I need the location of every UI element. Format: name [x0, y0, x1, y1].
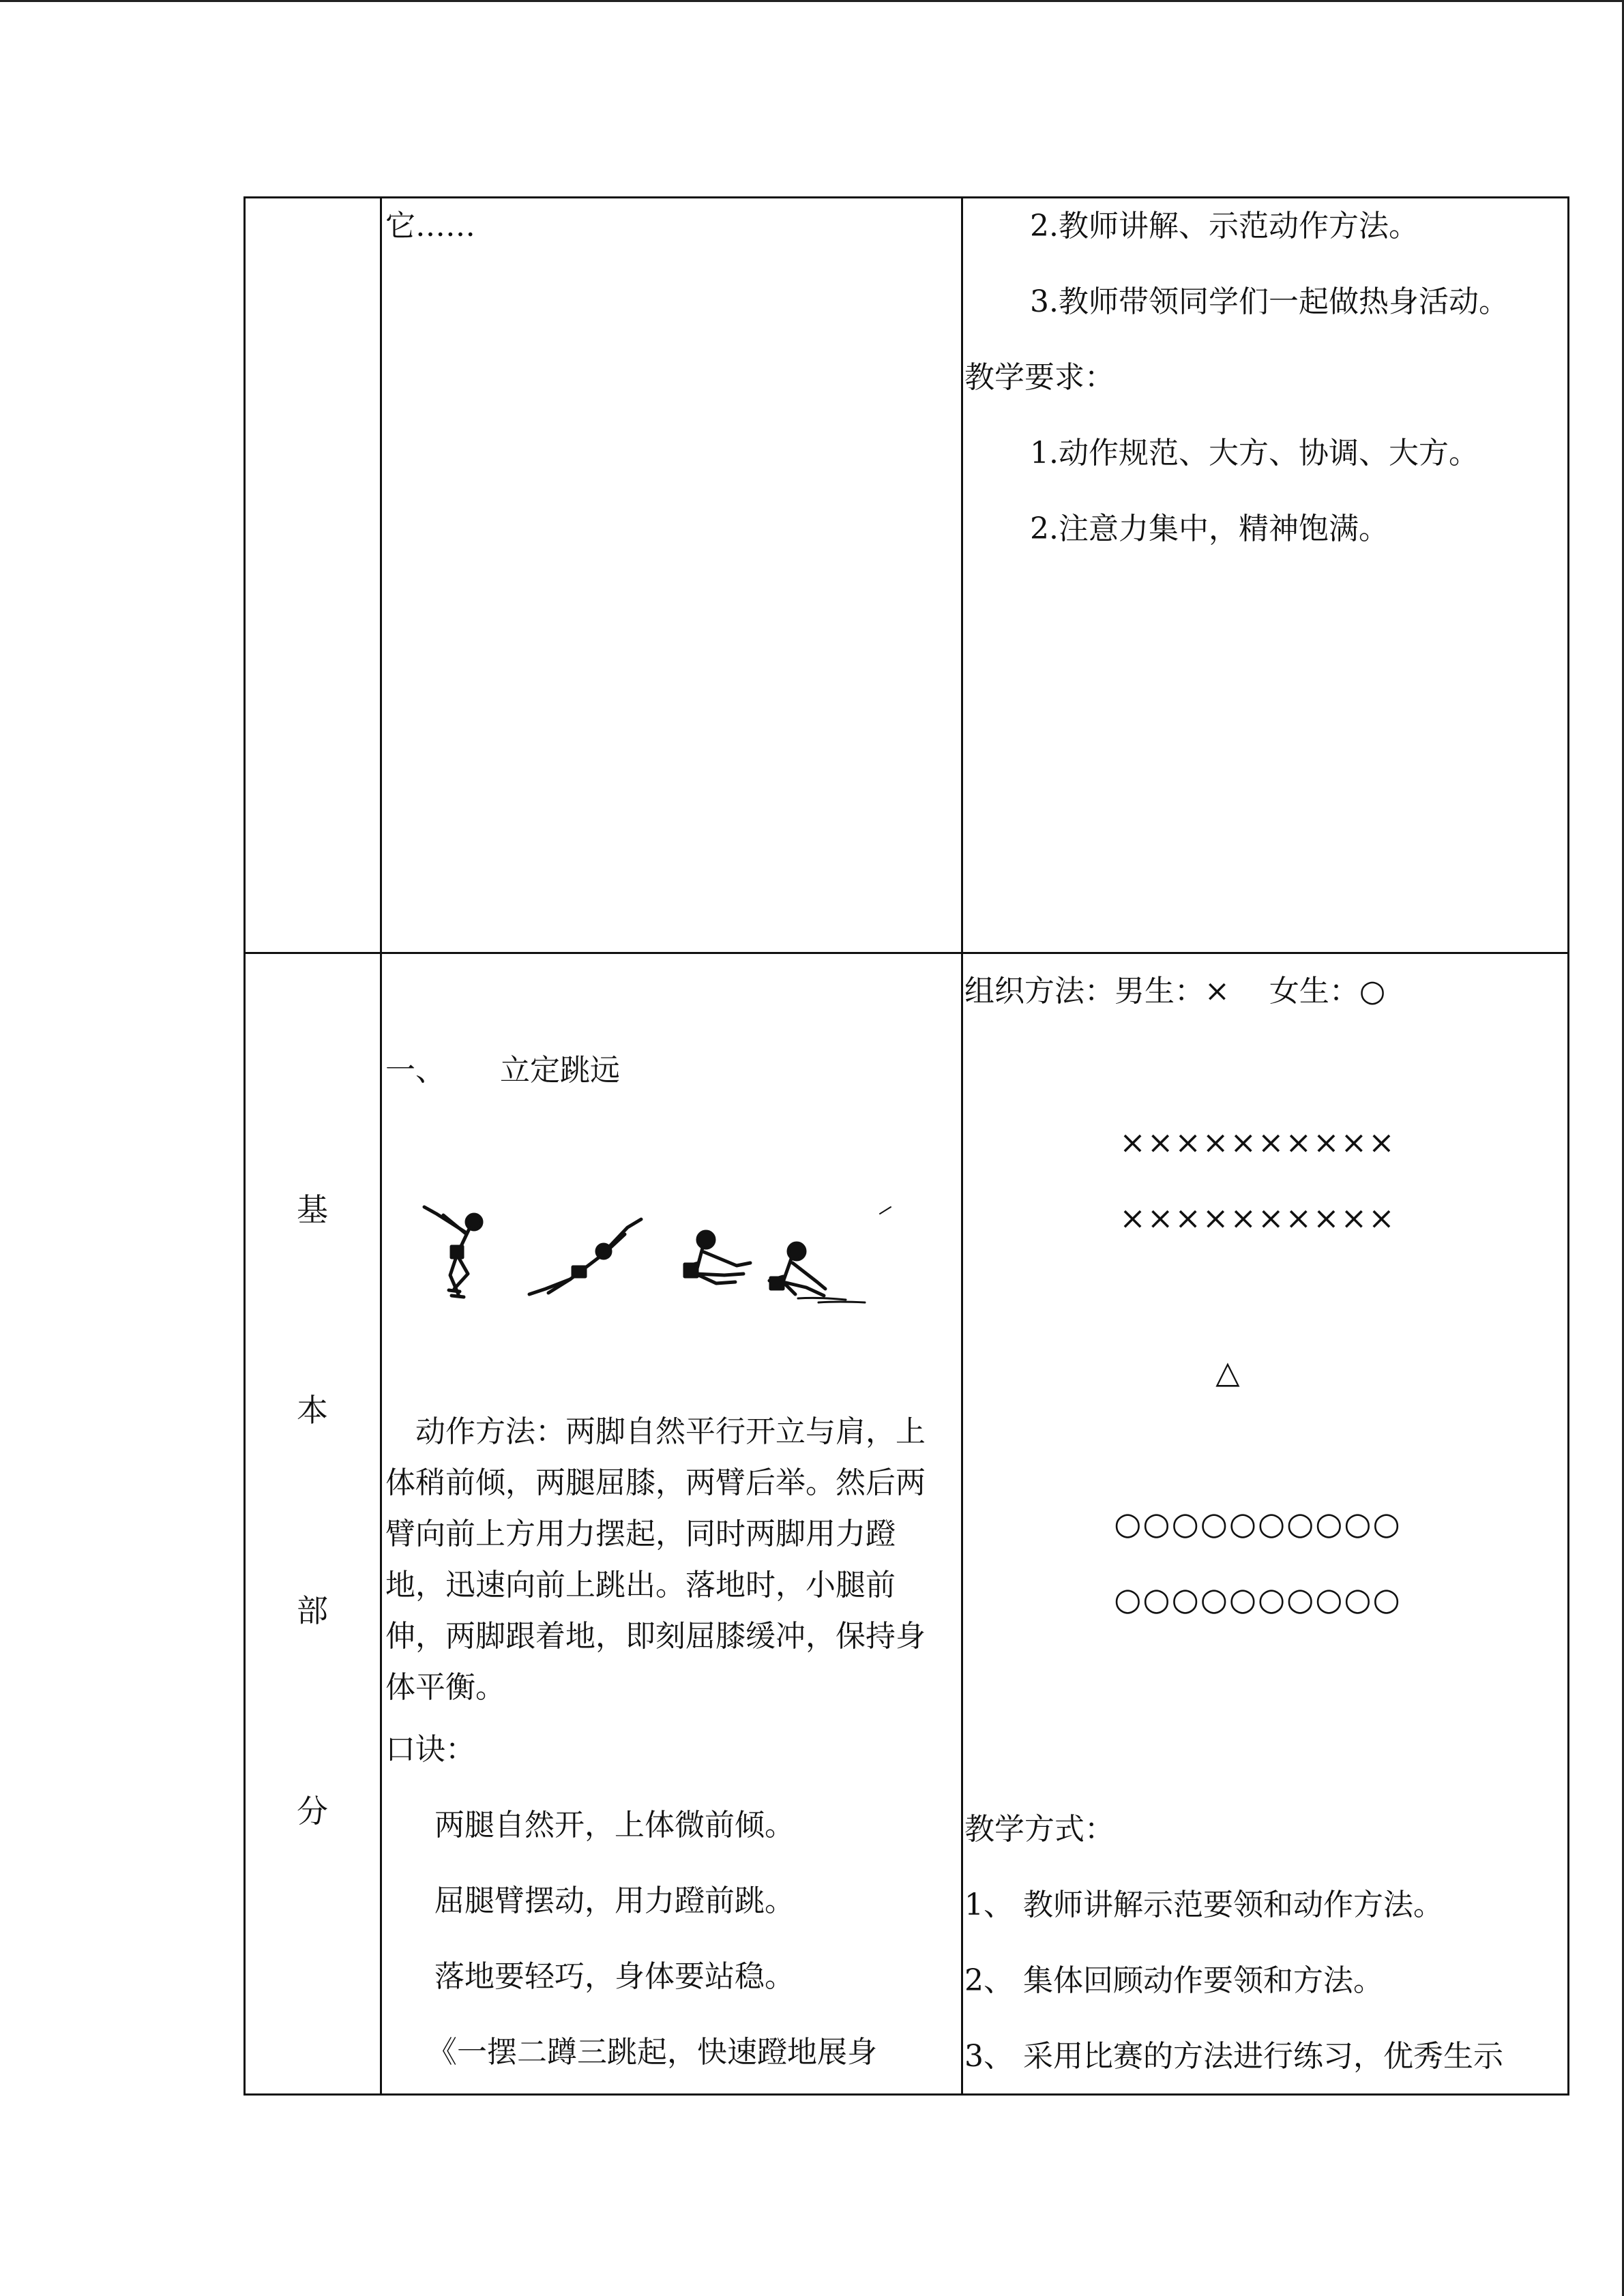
table-row-divider [243, 952, 1569, 954]
page-top-border [0, 0, 1624, 2]
boys-formation-row-2: ×××××××××× [1119, 1199, 1396, 1236]
table-right-line [1567, 196, 1569, 2096]
teaching-method-heading: 教学方式： [964, 1812, 1114, 1847]
section-label-char-1: 基 [297, 1191, 328, 1228]
chant-line-3: 落地要轻巧，身体要站稳。 [434, 1959, 795, 1994]
table-bottom-line [243, 2093, 1569, 2096]
organization-legend: 组织方法：男生：× 女生：○ [964, 974, 1386, 1009]
section-label-char-3: 部 [297, 1592, 328, 1629]
chant-line-4: 《一摆二蹲三跳起，快速蹬地展身 [427, 2035, 877, 2070]
table-left-line [243, 196, 246, 2096]
table-col-divider-2 [961, 196, 963, 2096]
section-label-char-4: 分 [297, 1793, 328, 1830]
chant-line-1: 两腿自然开，上体微前倾。 [434, 1808, 795, 1843]
jump-figure-4 [769, 1243, 865, 1302]
action-method-paragraph: 动作方法：两脚自然平行开立与肩，上体稍前倾，两腿屈膝，两臂后举。然后两臂向前上方用力摆起，同时两脚用力蹬地，迅速向前上跳出。落地时，小腿前伸，两脚跟着地，即刻屈膝缓冲，保持身体平衡。 [385, 1414, 926, 1705]
requirement-item-1: 1.动作规范、大方、协调、大方。 [1030, 436, 1479, 471]
section-label-char-2: 本 [297, 1392, 328, 1429]
teaching-method-item-3: 3、 采用比赛的方法进行练习，优秀生示 [964, 2039, 1503, 2074]
topic-title: 立定跳远 [500, 1053, 620, 1088]
jump-figure-2 [529, 1219, 641, 1294]
requirements-heading: 教学要求： [964, 360, 1114, 395]
teaching-method-item-1: 1、 教师讲解示范要领和动作方法。 [964, 1888, 1443, 1922]
jump-figure-3 [685, 1232, 750, 1283]
chant-line-2: 屈腿臂摆动，用力蹬前跳。 [434, 1883, 795, 1918]
table-col-divider-1 [380, 196, 382, 2096]
content-cell-continuation: 它…… [385, 209, 475, 243]
boys-formation-row-1: ×××××××××× [1119, 1124, 1396, 1161]
jump-figure-1 [424, 1207, 482, 1297]
method-item-3: 3.教师带领同学们一起做热身活动。 [1030, 284, 1509, 319]
girls-formation-row-1: ○○○○○○○○○○ [1114, 1505, 1402, 1542]
topic-number: 一、 [385, 1053, 445, 1088]
teacher-position-marker: △ [1215, 1354, 1241, 1390]
requirement-item-2: 2.注意力集中，精神饱满。 [1030, 511, 1389, 546]
table-top-line [243, 196, 1569, 198]
standing-long-jump-sequence-icon [409, 1187, 900, 1309]
method-item-2: 2.教师讲解、示范动作方法。 [1030, 209, 1419, 243]
girls-formation-row-2: ○○○○○○○○○○ [1114, 1581, 1402, 1617]
chant-heading: 口诀： [385, 1732, 475, 1767]
teaching-method-item-2: 2、 集体回顾动作要领和方法。 [964, 1963, 1383, 1998]
